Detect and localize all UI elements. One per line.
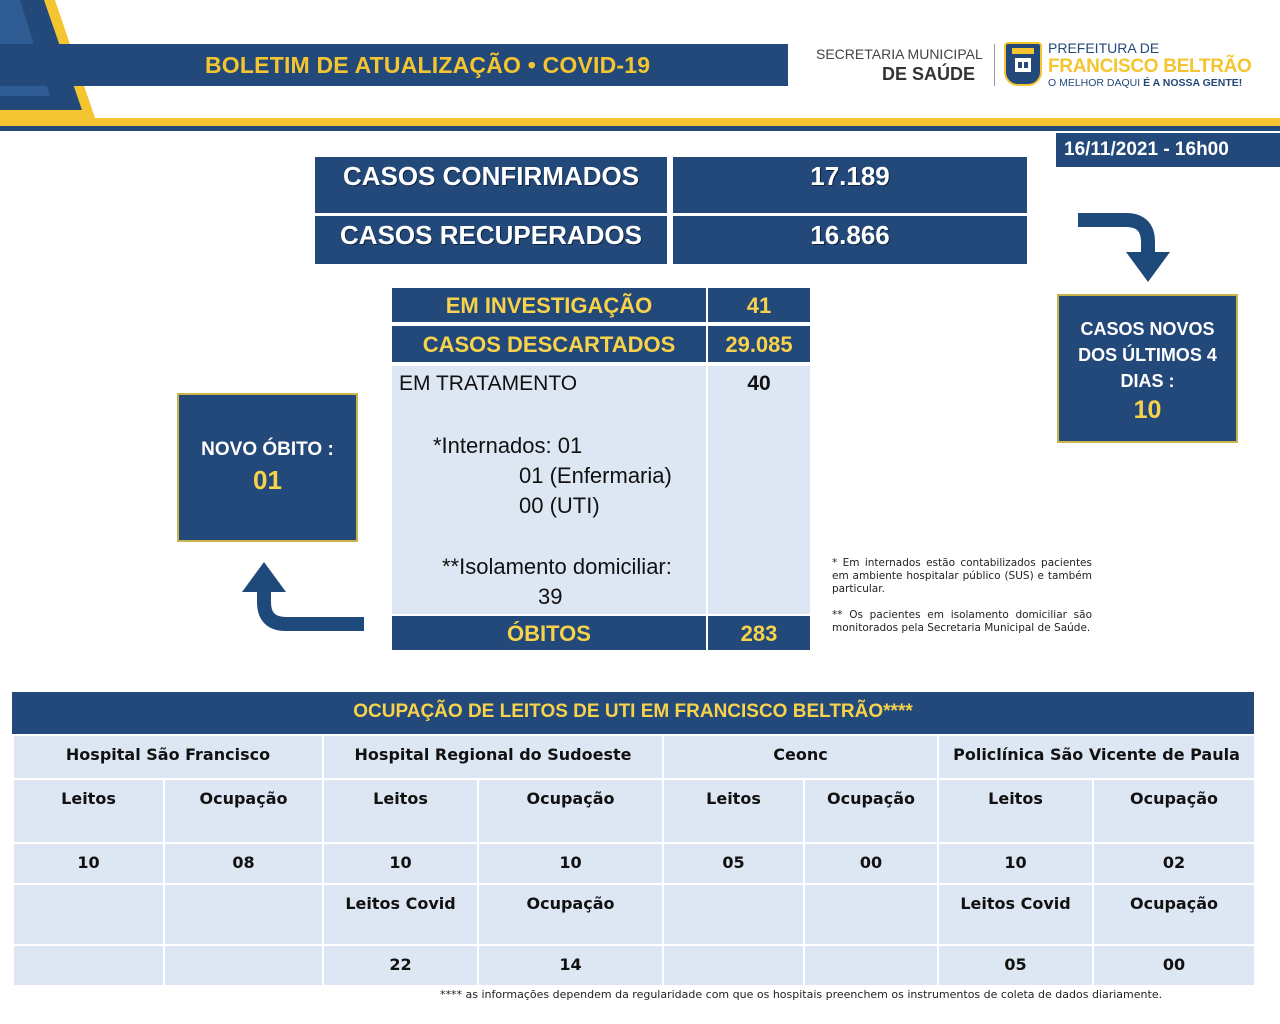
treatment-cell [390,364,708,616]
col-occupancy: Ocupação [1093,884,1255,945]
table-cell [164,945,323,986]
uti-footnote: **** as informações dependem da regularidade com que os hospitais preenchem os instrumentos de coleta de dados diariamente. [440,988,1163,1001]
ward-line: 01 (Enfermaria) [519,463,672,488]
table-cell: 08 [164,843,323,884]
city-crest-icon [1004,42,1042,86]
table-cell [804,945,938,986]
recovered-row [312,213,1030,267]
table-cell: 00 [804,843,938,884]
new-death-label: NOVO ÓBITO : [201,439,334,460]
hospital-name: Policlínica São Vicente de Paula [938,735,1255,779]
hospitalized-line: *Internados: 01 [433,433,583,458]
prefeitura-slogan [1048,77,1242,89]
col-beds: Leitos [323,779,478,843]
hospital-name: Hospital São Francisco [13,735,323,779]
isolation-value: 39 [538,584,563,609]
table-row [13,843,1255,884]
table-cell: 02 [1093,843,1255,884]
new-cases-line1: CASOS NOVOS [1080,319,1215,339]
discarded-value: 29.085 [706,324,812,364]
slogan-part2: É A NOSSA GENTE! [1143,77,1243,89]
table-cell: 10 [938,843,1093,884]
treatment-value: 40 [747,372,771,395]
table-cell: 10 [478,843,663,884]
arrow-down-icon [1074,206,1170,286]
new-cases-box [1057,294,1238,443]
table-cell [13,884,164,945]
table-cell: 14 [478,945,663,986]
confirmed-label: CASOS CONFIRMADOS [312,154,670,216]
table-cell: 05 [663,843,804,884]
recovered-label: CASOS RECUPERADOS [312,213,670,267]
table-cell [663,945,804,986]
deaths-value: 283 [706,614,812,652]
col-occupancy: Ocupação [164,779,323,843]
table-row [13,945,1255,986]
discarded-label: CASOS DESCARTADOS [390,324,708,364]
icu-line: 00 (UTI) [519,493,600,518]
note-hospitalized: * Em internados estão contabilizados pacientes em ambiente hospitalar público (SUS) e também particular. [832,557,1092,595]
secretaria-line1: SECRETARIA MUNICIPAL [816,46,983,62]
confirmed-value: 17.189 [670,154,1030,216]
arrow-up-icon [236,558,368,642]
col-covid-beds: Leitos Covid [938,884,1093,945]
investigation-label: EM INVESTIGAÇÃO [390,286,708,324]
table-cell: 22 [323,945,478,986]
col-covid-beds: Leitos Covid [323,884,478,945]
isolation-line: **Isolamento domiciliar: [442,554,672,579]
col-occupancy: Ocupação [1093,779,1255,843]
covid-header-row [13,884,1255,945]
prefeitura-line2: FRANCISCO BELTRÃO [1048,56,1252,77]
column-header-row [13,779,1255,843]
table-cell: 10 [13,843,164,884]
col-occupancy: Ocupação [804,779,938,843]
table-cell: 00 [1093,945,1255,986]
table-cell [13,945,164,986]
new-death-box [177,393,358,542]
investigation-value: 41 [706,286,812,324]
recovered-value: 16.866 [670,213,1030,267]
secretaria-line2: DE SAÚDE [882,64,976,84]
hospital-header-row [13,735,1255,779]
bulletin-date: 16/11/2021 - 16h00 [1056,133,1280,167]
uti-table [12,734,1256,987]
uti-table-title: OCUPAÇÃO DE LEITOS DE UTI EM FRANCISCO BELTRÃO**** [12,692,1254,734]
col-occupancy: Ocupação [478,884,663,945]
treatment-label: EM TRATAMENTO [399,372,578,395]
new-cases-line2: DOS ÚLTIMOS 4 [1078,345,1217,365]
logo-divider [994,44,995,86]
hospital-name: Ceonc [663,735,938,779]
table-cell [804,884,938,945]
hospital-name: Hospital Regional do Sudoeste [323,735,663,779]
bulletin-title: BOLETIM DE ATUALIZAÇÃO • COVID-19 [205,52,651,78]
table-cell: 10 [323,843,478,884]
col-beds: Leitos [13,779,164,843]
treatment-value-cell [706,364,812,616]
col-occupancy: Ocupação [478,779,663,843]
prefeitura-line1: PREFEITURA DE [1048,40,1160,56]
new-cases-line3: DIAS : [1120,371,1175,391]
col-beds: Leitos [663,779,804,843]
cases-table [312,154,1030,267]
confirmed-row [312,154,1030,216]
table-cell: 05 [938,945,1093,986]
new-death-value: 01 [253,465,282,495]
table-cell [663,884,804,945]
col-beds: Leitos [938,779,1093,843]
header-stripe-navy [0,126,1280,131]
deaths-label: ÓBITOS [390,614,708,652]
note-isolation: ** Os pacientes em isolamento domiciliar são monitorados pela Secretaria Municipal de Saúde. [832,609,1092,634]
status-table [390,286,812,652]
slogan-part1: O MELHOR DAQUI [1048,77,1144,89]
table-cell [164,884,323,945]
new-cases-value: 10 [1133,396,1162,424]
